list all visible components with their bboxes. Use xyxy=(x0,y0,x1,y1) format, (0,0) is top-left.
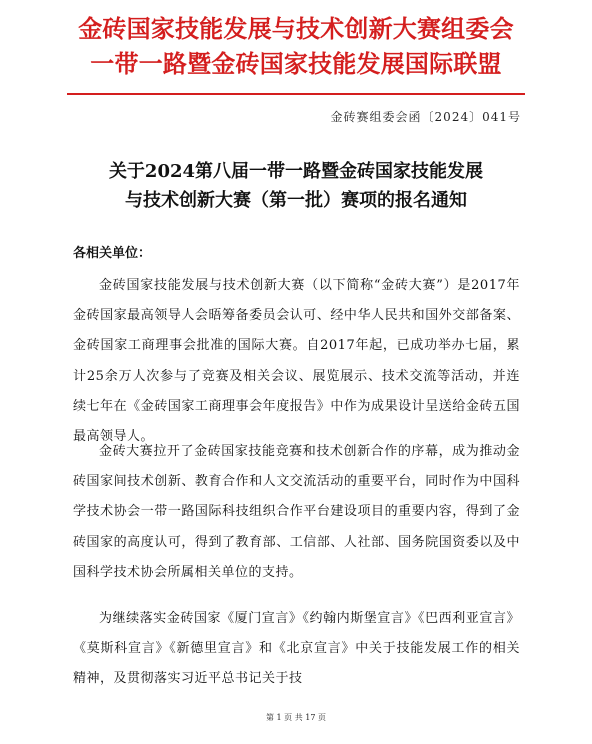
document-number: 金砖赛组委会函〔2024〕041号 xyxy=(330,110,521,124)
red-divider xyxy=(67,93,525,95)
body-paragraph-2: 金砖大赛拉开了金砖国家技能竞赛和技术创新合作的序幕，成为推动金砖国家间技术创新、教育合作和人文交流活动的重要平台，同时作为中国科学技术协会一带一路国际科技组织合作平台建设项目的重要内容，得到了金砖国家的高度认可，得到了教育部、工信部、人社部、国务院国资委以及中国科学技术协会所属相关单位的支持。 xyxy=(73,444,520,580)
document-title-line-2: 与技术创新大赛（第一批）赛项的报名通知 xyxy=(125,190,467,211)
body-paragraph-3: 为继续落实金砖国家《厦门宣言》《约翰内斯堡宣言》《巴西利亚宣言》《莫斯科宣言》《新德里宣言》和《北京宣言》中关于技能发展工作的相关精神，及贯彻落实习近平总书记关于技 xyxy=(73,611,520,687)
document-title-line-1: 关于2024第八届一带一路暨金砖国家技能发展 xyxy=(108,161,484,182)
salutation: 各相关单位： xyxy=(73,246,152,261)
issuer-name-line-1: 金砖国家技能发展与技术创新大赛组委会 xyxy=(78,15,514,43)
issuer-name-line-2: 一带一路暨金砖国家技能发展国际联盟 xyxy=(90,50,502,78)
page-number: 第 1 页 共 17 页 xyxy=(266,713,326,722)
body-paragraph-1: 金砖国家技能发展与技术创新大赛（以下简称“金砖大赛”）是2017年金砖国家最高领导人会晤筹备委员会认可、经中华人民共和国外交部备案、金砖国家工商理事会批准的国际大赛。自2017年起，已成功举办七届，累计25余万人次参与了竞赛及相关会议、展览展示、技术交流等活动，并连续七年在《金砖国家工商理事会年度报告》中作为成果设计呈送给金砖五国最高领导人。 xyxy=(73,278,520,445)
